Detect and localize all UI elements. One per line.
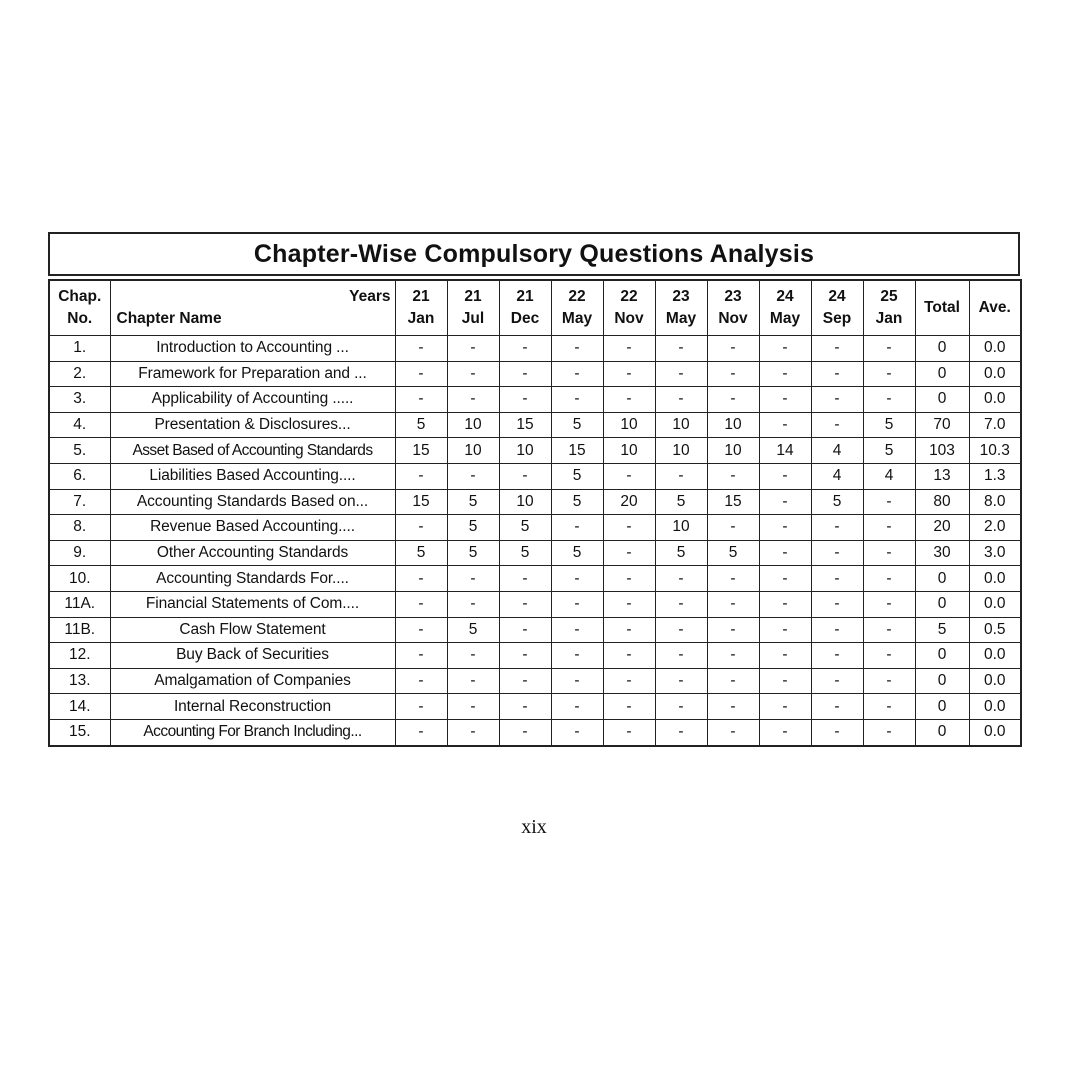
question-count-cell: 5 <box>811 489 863 515</box>
question-count-cell: - <box>707 515 759 541</box>
row-total: 13 <box>915 463 969 489</box>
chapter-number: 6. <box>49 463 110 489</box>
question-count-cell: 10 <box>447 412 499 438</box>
question-count-cell: - <box>863 591 915 617</box>
question-count-cell: - <box>811 412 863 438</box>
question-count-cell: - <box>707 387 759 413</box>
table-row <box>49 540 1021 566</box>
question-count-cell: - <box>499 336 551 362</box>
question-count-cell: - <box>759 719 811 745</box>
question-count-cell: - <box>707 463 759 489</box>
chapter-name-header <box>110 280 395 336</box>
question-count-cell: - <box>759 566 811 592</box>
question-count-cell: - <box>707 591 759 617</box>
chap-no-header <box>49 280 110 336</box>
question-count-cell: - <box>759 668 811 694</box>
question-count-cell: - <box>811 566 863 592</box>
chapter-name: Internal Reconstruction <box>110 694 395 720</box>
question-count-cell: - <box>759 361 811 387</box>
chapter-number: 5. <box>49 438 110 464</box>
question-count-cell: - <box>499 643 551 669</box>
question-count-cell: - <box>655 566 707 592</box>
row-total: 103 <box>915 438 969 464</box>
question-count-cell: - <box>811 336 863 362</box>
exam-column-header <box>551 280 603 336</box>
chapter-number: 7. <box>49 489 110 515</box>
question-count-cell: 5 <box>655 540 707 566</box>
question-count-cell: 5 <box>551 540 603 566</box>
question-count-cell: - <box>759 489 811 515</box>
question-count-cell: - <box>707 719 759 745</box>
question-count-cell: 5 <box>863 412 915 438</box>
chapter-name: Revenue Based Accounting.... <box>110 515 395 541</box>
row-average: 0.0 <box>969 694 1021 720</box>
question-count-cell: - <box>499 617 551 643</box>
row-average: 0.0 <box>969 668 1021 694</box>
question-count-cell: 5 <box>551 463 603 489</box>
question-count-cell: 5 <box>447 617 499 643</box>
question-count-cell: - <box>863 489 915 515</box>
question-count-cell: 4 <box>863 463 915 489</box>
question-count-cell: - <box>811 694 863 720</box>
question-count-cell: - <box>863 566 915 592</box>
question-count-cell: - <box>447 643 499 669</box>
exam-year: 22 <box>620 288 638 305</box>
question-count-cell: - <box>499 566 551 592</box>
row-total: 0 <box>915 591 969 617</box>
question-count-cell: - <box>603 387 655 413</box>
exam-month: Nov <box>614 310 644 327</box>
chapter-name: Accounting Standards Based on... <box>110 489 395 515</box>
exam-year: 21 <box>412 288 430 305</box>
question-count-cell: 5 <box>551 489 603 515</box>
question-count-cell: - <box>655 387 707 413</box>
row-average: 0.0 <box>969 387 1021 413</box>
question-count-cell: 5 <box>707 540 759 566</box>
question-count-cell: - <box>447 463 499 489</box>
question-count-cell: - <box>551 643 603 669</box>
exam-month: Jul <box>461 310 485 327</box>
question-count-cell: - <box>811 515 863 541</box>
question-count-cell: - <box>603 591 655 617</box>
question-count-cell: - <box>499 719 551 745</box>
question-count-cell: - <box>603 566 655 592</box>
question-count-cell: - <box>499 387 551 413</box>
question-count-cell: - <box>811 719 863 745</box>
row-average: 0.0 <box>969 336 1021 362</box>
chapter-name: Presentation & Disclosures... <box>110 412 395 438</box>
question-count-cell: - <box>707 361 759 387</box>
question-count-cell: - <box>655 719 707 745</box>
row-average: 0.0 <box>969 719 1021 745</box>
question-count-cell: - <box>447 336 499 362</box>
question-count-cell: - <box>759 591 811 617</box>
question-count-cell: - <box>551 617 603 643</box>
table-row <box>49 336 1021 362</box>
question-count-cell: - <box>447 719 499 745</box>
question-count-cell: - <box>603 643 655 669</box>
question-count-cell: - <box>759 643 811 669</box>
question-count-cell: - <box>395 515 447 541</box>
question-count-cell: - <box>395 566 447 592</box>
question-count-cell: - <box>811 361 863 387</box>
question-count-cell: - <box>863 515 915 541</box>
chapter-name: Liabilities Based Accounting.... <box>110 463 395 489</box>
question-count-cell: - <box>447 668 499 694</box>
table-row <box>49 515 1021 541</box>
exam-month: May <box>665 310 697 327</box>
question-count-cell: - <box>551 591 603 617</box>
exam-year: 23 <box>724 288 742 305</box>
exam-month: Sep <box>822 310 852 327</box>
table-row <box>49 617 1021 643</box>
table-row <box>49 643 1021 669</box>
table-header <box>49 280 1021 336</box>
chapter-number: 15. <box>49 719 110 745</box>
question-count-cell: - <box>603 694 655 720</box>
question-count-cell: - <box>603 361 655 387</box>
question-count-cell: - <box>863 617 915 643</box>
question-count-cell: 15 <box>499 412 551 438</box>
question-count-cell: - <box>395 643 447 669</box>
table-title-text: Chapter-Wise Compulsory Questions Analysis <box>253 239 815 268</box>
question-count-cell: - <box>447 387 499 413</box>
question-count-cell: - <box>655 361 707 387</box>
question-count-cell: - <box>707 643 759 669</box>
question-count-cell: - <box>603 336 655 362</box>
question-count-cell: - <box>759 540 811 566</box>
exam-year: 21 <box>516 288 534 305</box>
question-count-cell: - <box>759 387 811 413</box>
chapter-number: 4. <box>49 412 110 438</box>
chapter-number: 2. <box>49 361 110 387</box>
exam-month: May <box>769 310 801 327</box>
chapter-name: Introduction to Accounting ... <box>110 336 395 362</box>
question-count-cell: 15 <box>395 438 447 464</box>
question-count-cell: 10 <box>499 438 551 464</box>
question-count-cell: 14 <box>759 438 811 464</box>
question-count-cell: - <box>395 668 447 694</box>
question-count-cell: - <box>603 515 655 541</box>
chapter-number: 12. <box>49 643 110 669</box>
chapter-number: 3. <box>49 387 110 413</box>
row-total: 0 <box>915 361 969 387</box>
question-count-cell: - <box>811 668 863 694</box>
question-count-cell: - <box>811 617 863 643</box>
exam-column-header <box>395 280 447 336</box>
chapter-name: Financial Statements of Com.... <box>110 591 395 617</box>
question-count-cell: - <box>551 515 603 541</box>
question-count-cell: 15 <box>551 438 603 464</box>
question-count-cell: - <box>707 566 759 592</box>
question-count-cell: - <box>811 387 863 413</box>
exam-month: Dec <box>510 310 540 327</box>
question-count-cell: - <box>551 387 603 413</box>
header-row <box>49 280 1021 336</box>
question-count-cell: - <box>811 540 863 566</box>
exam-month: Nov <box>718 310 748 327</box>
question-count-cell: - <box>447 591 499 617</box>
question-count-cell: 10 <box>655 412 707 438</box>
row-total: 5 <box>915 617 969 643</box>
question-count-cell: - <box>707 668 759 694</box>
table-title <box>48 232 1020 276</box>
question-count-cell: 5 <box>551 412 603 438</box>
question-count-cell: - <box>499 463 551 489</box>
row-total: 30 <box>915 540 969 566</box>
question-count-cell: - <box>395 336 447 362</box>
chapter-number: 9. <box>49 540 110 566</box>
question-count-cell: - <box>499 361 551 387</box>
question-count-cell: - <box>759 694 811 720</box>
row-total: 0 <box>915 719 969 745</box>
question-count-cell: 5 <box>447 540 499 566</box>
exam-column-header <box>707 280 759 336</box>
question-count-cell: - <box>447 694 499 720</box>
question-count-cell: - <box>395 719 447 745</box>
question-count-cell: - <box>655 463 707 489</box>
chapter-name: Other Accounting Standards <box>110 540 395 566</box>
question-count-cell: 5 <box>655 489 707 515</box>
exam-year: 21 <box>464 288 482 305</box>
chapter-number: 11B. <box>49 617 110 643</box>
question-count-cell: 10 <box>603 412 655 438</box>
question-count-cell: - <box>551 668 603 694</box>
question-count-cell: 5 <box>447 515 499 541</box>
question-count-cell: - <box>447 361 499 387</box>
question-count-cell: 5 <box>499 540 551 566</box>
chapter-number: 11A. <box>49 591 110 617</box>
row-average: 1.3 <box>969 463 1021 489</box>
chapter-name: Asset Based of Accounting Standards <box>110 438 395 464</box>
question-count-cell: - <box>603 668 655 694</box>
question-count-cell: - <box>811 591 863 617</box>
question-count-cell: - <box>863 694 915 720</box>
table-row <box>49 463 1021 489</box>
analysis-sheet <box>48 232 1020 747</box>
question-count-cell: - <box>863 719 915 745</box>
row-average: 10.3 <box>969 438 1021 464</box>
chapter-number: 13. <box>49 668 110 694</box>
table-row <box>49 566 1021 592</box>
question-count-cell: - <box>499 668 551 694</box>
question-count-cell: 10 <box>603 438 655 464</box>
exam-year: 24 <box>776 288 794 305</box>
row-total: 0 <box>915 668 969 694</box>
row-total: 0 <box>915 387 969 413</box>
question-count-cell: - <box>655 617 707 643</box>
question-count-cell: - <box>499 694 551 720</box>
question-count-cell: - <box>759 515 811 541</box>
row-total: 0 <box>915 566 969 592</box>
question-count-cell: 10 <box>499 489 551 515</box>
row-total: 70 <box>915 412 969 438</box>
question-count-cell: - <box>707 336 759 362</box>
chapter-name: Accounting For Branch Including... <box>110 719 395 745</box>
table-body <box>49 336 1021 746</box>
row-average: 7.0 <box>969 412 1021 438</box>
question-count-cell: 15 <box>707 489 759 515</box>
question-count-cell: 5 <box>447 489 499 515</box>
question-count-cell: - <box>759 336 811 362</box>
table-row <box>49 719 1021 745</box>
question-count-cell: 5 <box>863 438 915 464</box>
question-count-cell: - <box>759 617 811 643</box>
exam-month: Jan <box>407 310 435 327</box>
row-average: 0.0 <box>969 591 1021 617</box>
row-total: 0 <box>915 694 969 720</box>
question-count-cell: - <box>551 336 603 362</box>
question-count-cell: - <box>499 591 551 617</box>
question-count-cell: - <box>655 643 707 669</box>
table-row <box>49 694 1021 720</box>
row-average: 2.0 <box>969 515 1021 541</box>
question-count-cell: - <box>759 463 811 489</box>
chapter-name: Buy Back of Securities <box>110 643 395 669</box>
chapter-name-label: Chapter Name <box>116 310 222 327</box>
question-count-cell: 20 <box>603 489 655 515</box>
chapter-number: 14. <box>49 694 110 720</box>
chapter-name: Framework for Preparation and ... <box>110 361 395 387</box>
question-count-cell: 15 <box>395 489 447 515</box>
total-header: Total <box>915 280 969 336</box>
question-count-cell: - <box>395 694 447 720</box>
question-count-cell: - <box>655 694 707 720</box>
question-count-cell: 10 <box>655 515 707 541</box>
row-total: 0 <box>915 643 969 669</box>
question-count-cell: - <box>655 591 707 617</box>
chap-header-line2: No. <box>67 310 93 327</box>
questions-analysis-table <box>48 279 1022 747</box>
exam-month: Jan <box>875 310 903 327</box>
chapter-name: Applicability of Accounting ..... <box>110 387 395 413</box>
question-count-cell: 10 <box>707 438 759 464</box>
exam-year: 24 <box>828 288 846 305</box>
question-count-cell: - <box>551 719 603 745</box>
question-count-cell: - <box>395 361 447 387</box>
question-count-cell: - <box>603 540 655 566</box>
chapter-number: 10. <box>49 566 110 592</box>
exam-column-header <box>759 280 811 336</box>
years-label: Years <box>349 288 391 305</box>
question-count-cell: 10 <box>707 412 759 438</box>
row-total: 0 <box>915 336 969 362</box>
question-count-cell: - <box>551 694 603 720</box>
question-count-cell: - <box>707 617 759 643</box>
question-count-cell: 5 <box>395 412 447 438</box>
average-header: Ave. <box>969 280 1021 336</box>
table-row <box>49 591 1021 617</box>
exam-column-header <box>447 280 499 336</box>
question-count-cell: - <box>603 617 655 643</box>
row-average: 0.0 <box>969 361 1021 387</box>
chap-header-line1: Chap. <box>58 288 102 305</box>
question-count-cell: 4 <box>811 438 863 464</box>
question-count-cell: - <box>395 591 447 617</box>
table-row <box>49 361 1021 387</box>
exam-column-header <box>863 280 915 336</box>
chapter-name: Cash Flow Statement <box>110 617 395 643</box>
exam-column-header <box>499 280 551 336</box>
question-count-cell: 4 <box>811 463 863 489</box>
row-average: 3.0 <box>969 540 1021 566</box>
question-count-cell: 10 <box>655 438 707 464</box>
question-count-cell: - <box>447 566 499 592</box>
question-count-cell: - <box>395 463 447 489</box>
question-count-cell: - <box>811 643 863 669</box>
chapter-number: 1. <box>49 336 110 362</box>
row-total: 80 <box>915 489 969 515</box>
question-count-cell: - <box>655 668 707 694</box>
exam-column-header <box>655 280 707 336</box>
chapter-number: 8. <box>49 515 110 541</box>
question-count-cell: 10 <box>447 438 499 464</box>
question-count-cell: - <box>551 566 603 592</box>
table-row <box>49 438 1021 464</box>
question-count-cell: - <box>655 336 707 362</box>
question-count-cell: - <box>863 540 915 566</box>
table-row <box>49 387 1021 413</box>
question-count-cell: - <box>603 719 655 745</box>
table-row <box>49 412 1021 438</box>
row-average: 8.0 <box>969 489 1021 515</box>
question-count-cell: - <box>759 412 811 438</box>
chapter-name: Accounting Standards For.... <box>110 566 395 592</box>
exam-column-header <box>811 280 863 336</box>
question-count-cell: - <box>863 643 915 669</box>
table-row <box>49 489 1021 515</box>
row-average: 0.0 <box>969 566 1021 592</box>
question-count-cell: 5 <box>395 540 447 566</box>
question-count-cell: - <box>707 694 759 720</box>
row-average: 0.0 <box>969 643 1021 669</box>
page-number: xix <box>521 816 547 838</box>
question-count-cell: - <box>863 361 915 387</box>
question-count-cell: - <box>395 617 447 643</box>
question-count-cell: - <box>863 668 915 694</box>
question-count-cell: - <box>395 387 447 413</box>
exam-year: 25 <box>880 288 898 305</box>
exam-year: 23 <box>672 288 690 305</box>
exam-year: 22 <box>568 288 586 305</box>
exam-month: May <box>561 310 593 327</box>
question-count-cell: - <box>863 387 915 413</box>
row-total: 20 <box>915 515 969 541</box>
row-average: 0.5 <box>969 617 1021 643</box>
question-count-cell: - <box>551 361 603 387</box>
question-count-cell: - <box>863 336 915 362</box>
question-count-cell: 5 <box>499 515 551 541</box>
table-row <box>49 668 1021 694</box>
exam-column-header <box>603 280 655 336</box>
question-count-cell: - <box>603 463 655 489</box>
chapter-name: Amalgamation of Companies <box>110 668 395 694</box>
